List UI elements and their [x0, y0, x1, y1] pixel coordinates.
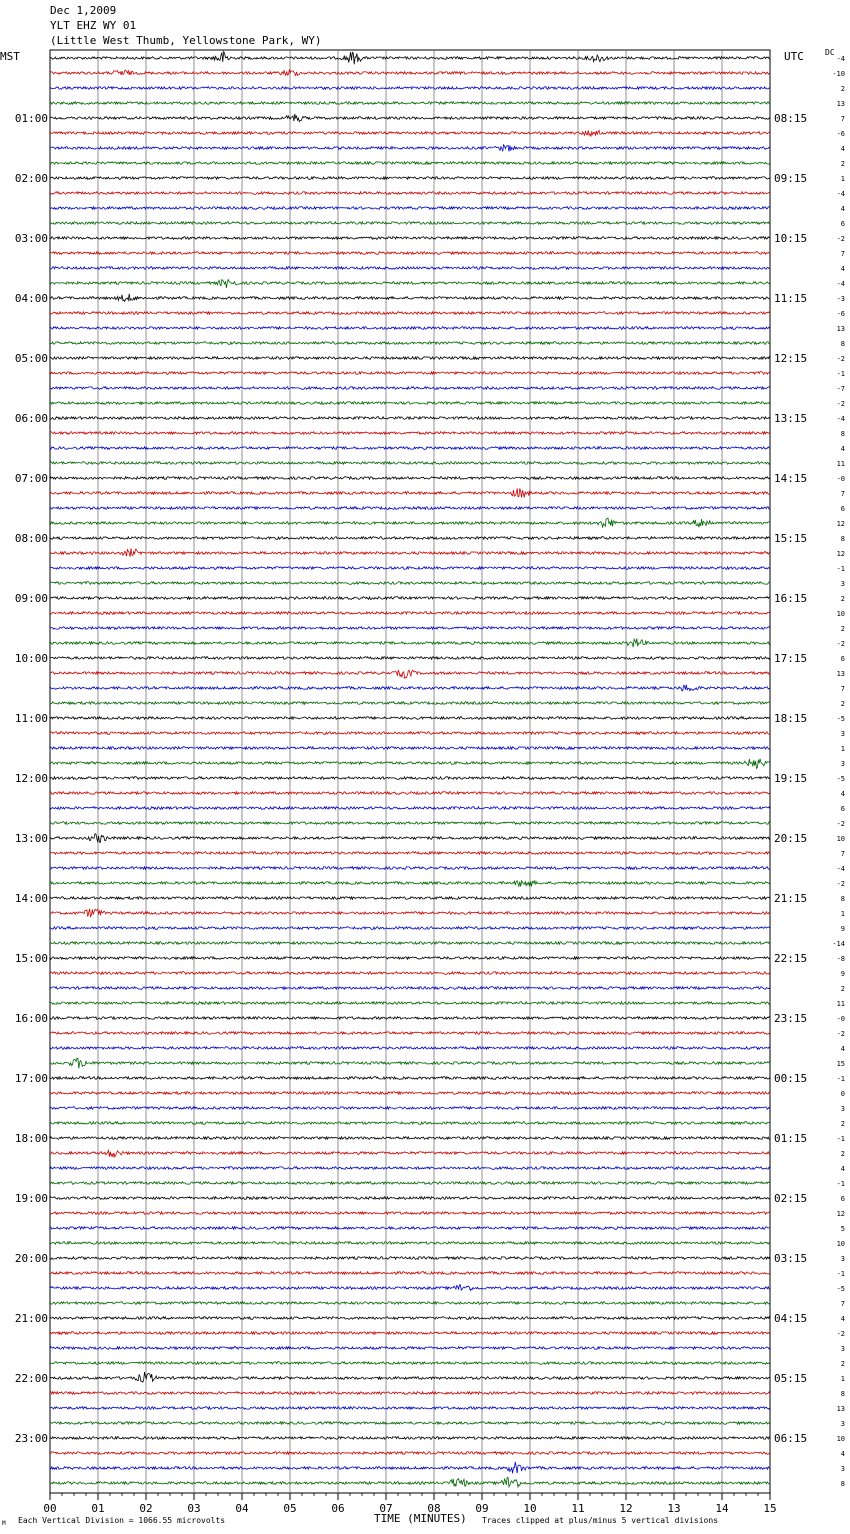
dc-offset-label: 12	[836, 1210, 845, 1218]
dc-offset-label: 10	[836, 835, 845, 843]
dc-column-title: DC	[825, 48, 835, 57]
trace-row	[50, 1272, 770, 1275]
dc-offset-label: 11	[836, 1000, 845, 1008]
x-tick-label: 10	[523, 1502, 537, 1515]
dc-offset-label: 3	[840, 1465, 845, 1473]
mst-hour-label: 10:00	[14, 652, 48, 665]
trace-row	[50, 402, 770, 405]
trace-row	[50, 702, 770, 705]
trace-row	[50, 1372, 770, 1382]
dc-offset-label: -1	[836, 565, 845, 573]
trace-row	[50, 777, 770, 780]
dc-offset-label: 4	[840, 1165, 845, 1173]
trace-row	[50, 507, 770, 510]
utc-hour-label: 03:15	[774, 1252, 808, 1265]
dc-offset-label: -5	[836, 775, 845, 783]
trace-row	[50, 162, 770, 165]
dc-offset-label: 3	[840, 1255, 845, 1263]
dc-offset-label: -14	[832, 940, 845, 948]
trace-row	[50, 792, 770, 795]
trace-row	[50, 1317, 770, 1320]
dc-offset-label: 8	[840, 895, 845, 903]
dc-offset-label: -2	[836, 355, 845, 363]
mst-hour-label: 21:00	[14, 1312, 48, 1325]
trace-row	[50, 387, 770, 390]
mst-hour-label: 13:00	[14, 832, 48, 845]
dc-offset-label: 8	[840, 1390, 845, 1398]
dc-offset-label: -4	[836, 55, 845, 63]
x-tick-label: 05	[283, 1502, 297, 1515]
dc-offset-label: -4	[836, 415, 845, 423]
utc-hour-label: 01:15	[774, 1132, 808, 1145]
x-tick-label: 02	[139, 1502, 153, 1515]
trace-row	[50, 1092, 770, 1095]
dc-offset-label: 2	[840, 1360, 845, 1368]
trace-row	[50, 312, 770, 315]
dc-offset-label: -5	[836, 1285, 845, 1293]
dc-offset-label: 7	[840, 490, 845, 498]
x-tick-label: 04	[235, 1502, 249, 1515]
dc-offset-label: -4	[836, 865, 845, 873]
trace-row	[50, 807, 770, 810]
dc-offset-label: -2	[836, 400, 845, 408]
utc-hour-label: 02:15	[774, 1192, 808, 1205]
trace-row	[50, 447, 770, 450]
mst-hour-label: 20:00	[14, 1252, 48, 1265]
trace-row	[50, 1150, 770, 1157]
trace-row	[50, 488, 770, 497]
dc-offset-label: 1	[840, 910, 845, 918]
trace-row	[50, 1302, 770, 1305]
trace-row	[50, 1212, 770, 1215]
dc-offset-label: 3	[840, 1105, 845, 1113]
trace-row	[50, 1227, 770, 1230]
x-tick-label: 09	[475, 1502, 489, 1515]
dc-offset-label: 6	[840, 805, 845, 813]
x-tick-label: 15	[763, 1502, 777, 1515]
trace-row	[50, 280, 770, 289]
dc-offset-label: -2	[836, 640, 845, 648]
trace-row	[50, 717, 770, 720]
trace-row	[50, 114, 770, 122]
trace-row	[50, 70, 770, 76]
dc-offset-label: 8	[840, 535, 845, 543]
trace-row	[50, 207, 770, 210]
trace-row	[50, 822, 770, 825]
dc-offset-label: 10	[836, 1240, 845, 1248]
label-group	[15, 55, 845, 1515]
dc-offset-label: 4	[840, 790, 845, 798]
trace-row	[50, 52, 770, 65]
dc-offset-label: -6	[836, 310, 845, 318]
mst-hour-label: 11:00	[14, 712, 48, 725]
dc-offset-label: 9	[840, 970, 845, 978]
trace-row	[50, 537, 770, 540]
utc-hour-label: 18:15	[774, 712, 808, 725]
trace-row	[50, 957, 770, 960]
dc-offset-label: -3	[836, 295, 845, 303]
trace-row	[50, 1407, 770, 1410]
dc-offset-label: 7	[840, 850, 845, 858]
trace-row	[50, 582, 770, 585]
dc-offset-label: -2	[836, 1330, 845, 1338]
dc-offset-label: 8	[840, 430, 845, 438]
trace-row	[50, 1332, 770, 1335]
trace-row	[50, 1167, 770, 1170]
mst-hour-label: 19:00	[14, 1192, 48, 1205]
dc-offset-label: -2	[836, 880, 845, 888]
dc-offset-label: 5	[840, 1225, 845, 1233]
dc-offset-label: -2	[836, 1030, 845, 1038]
dc-offset-label: 3	[840, 580, 845, 588]
trace-row	[50, 1032, 770, 1035]
dc-offset-label: 3	[840, 1420, 845, 1428]
trace-row	[50, 130, 770, 136]
dc-offset-label: 9	[840, 925, 845, 933]
mst-hour-label: 12:00	[14, 772, 48, 785]
dc-offset-label: 7	[840, 250, 845, 258]
trace-row	[50, 1047, 770, 1050]
trace-row	[50, 372, 770, 375]
dc-offset-label: 2	[840, 985, 845, 993]
utc-hour-label: 05:15	[774, 1372, 808, 1385]
mst-hour-label: 22:00	[14, 1372, 48, 1385]
dc-offset-label: -4	[836, 190, 845, 198]
dc-offset-label: 1	[840, 1375, 845, 1383]
chart-date: Dec 1,2009	[50, 4, 117, 17]
utc-hour-label: 11:15	[774, 292, 808, 305]
dc-offset-label: 10	[836, 610, 845, 618]
trace-row	[50, 747, 770, 750]
dc-offset-label: 13	[836, 1405, 845, 1413]
trace-row	[50, 1437, 770, 1440]
dc-offset-label: 8	[840, 340, 845, 348]
dc-offset-label: 2	[840, 1150, 845, 1158]
dc-offset-label: -10	[832, 70, 845, 78]
dc-offset-label: 3	[840, 1345, 845, 1353]
trace-row	[50, 942, 770, 945]
trace-row	[50, 145, 770, 152]
trace-row	[50, 657, 770, 660]
trace-row	[50, 192, 770, 195]
dc-offset-label: 6	[840, 220, 845, 228]
trace-row	[50, 267, 770, 270]
trace-row	[50, 759, 770, 769]
dc-offset-label: 2	[840, 700, 845, 708]
trace-row	[50, 87, 770, 90]
dc-offset-label: 4	[840, 445, 845, 453]
mst-hour-label: 04:00	[14, 292, 48, 305]
x-tick-label: 14	[715, 1502, 729, 1515]
station-code: YLT EHZ WY 01	[50, 19, 137, 32]
trace-row	[50, 462, 770, 465]
dc-offset-label: 7	[840, 1300, 845, 1308]
utc-hour-label: 20:15	[774, 832, 808, 845]
utc-hour-label: 22:15	[774, 952, 808, 965]
x-tick-label: 13	[667, 1502, 681, 1515]
dc-offset-label: 0	[840, 1090, 845, 1098]
trace-row	[50, 1182, 770, 1185]
dc-offset-label: 8	[840, 1480, 845, 1488]
utc-hour-label: 17:15	[774, 652, 808, 665]
utc-hour-label: 16:15	[774, 592, 808, 605]
station-location: (Little West Thumb, Yellowstone Park, WY)	[50, 34, 322, 47]
utc-hour-label: 15:15	[774, 532, 808, 545]
dc-offset-label: 13	[836, 670, 845, 678]
mst-hour-label: 16:00	[14, 1012, 48, 1025]
trace-row	[50, 548, 770, 556]
dc-offset-label: -1	[836, 1180, 845, 1188]
corner-mark: M	[2, 1520, 6, 1527]
trace-row	[50, 1362, 770, 1365]
mst-hour-label: 18:00	[14, 1132, 48, 1145]
mst-hour-label: 03:00	[14, 232, 48, 245]
utc-hour-label: 06:15	[774, 1432, 808, 1445]
trace-row	[50, 222, 770, 225]
trace-row	[50, 1058, 770, 1068]
trace-row	[50, 417, 770, 420]
trace-row	[50, 987, 770, 990]
dc-offset-label: 2	[840, 160, 845, 168]
mst-hour-label: 23:00	[14, 1432, 48, 1445]
trace-row	[50, 1137, 770, 1140]
dc-offset-label: 4	[840, 145, 845, 153]
dc-offset-label: 4	[840, 265, 845, 273]
trace-row	[50, 177, 770, 180]
trace-row	[50, 237, 770, 240]
trace-row	[50, 1122, 770, 1125]
dc-offset-label: -6	[836, 130, 845, 138]
trace-row	[50, 597, 770, 600]
mst-hour-label: 06:00	[14, 412, 48, 425]
mst-hour-label: 15:00	[14, 952, 48, 965]
dc-offset-label: 4	[840, 1450, 845, 1458]
trace-row	[50, 670, 770, 678]
dc-offset-label: -7	[836, 385, 845, 393]
trace-row	[50, 1002, 770, 1005]
utc-hour-label: 13:15	[774, 412, 808, 425]
utc-hour-label: 08:15	[774, 112, 808, 125]
dc-offset-label: -1	[836, 1135, 845, 1143]
trace-row	[50, 477, 770, 480]
trace-row	[50, 1197, 770, 1200]
dc-offset-label: -0	[836, 475, 845, 483]
utc-hour-label: 19:15	[774, 772, 808, 785]
trace-row	[50, 627, 770, 630]
trace-row	[50, 972, 770, 975]
dc-offset-label: 6	[840, 655, 845, 663]
dc-offset-label: -4	[836, 280, 845, 288]
trace-row	[50, 1107, 770, 1110]
dc-offset-label: 12	[836, 550, 845, 558]
dc-offset-label: 13	[836, 325, 845, 333]
trace-row	[50, 327, 770, 330]
trace-row	[50, 1478, 770, 1488]
dc-offset-label: 7	[840, 115, 845, 123]
scale-note: Each Vertical Division = 1066.55 microvolts	[18, 1516, 226, 1525]
trace-row	[50, 357, 770, 360]
dc-offset-label: 10	[836, 1435, 845, 1443]
utc-hour-label: 04:15	[774, 1312, 808, 1325]
trace-row	[50, 881, 770, 887]
utc-hour-label: 23:15	[774, 1012, 808, 1025]
dc-offset-label: -2	[836, 820, 845, 828]
trace-row	[50, 685, 770, 691]
dc-offset-label: 7	[840, 685, 845, 693]
trace-row	[50, 638, 770, 647]
x-tick-label: 06	[331, 1502, 345, 1515]
mst-axis-title: MST	[0, 50, 20, 63]
dc-offset-label: -1	[836, 370, 845, 378]
dc-offset-label: 1	[840, 175, 845, 183]
x-axis-title: TIME (MINUTES)	[374, 1512, 467, 1525]
trace-row	[50, 1392, 770, 1395]
mst-hour-label: 09:00	[14, 592, 48, 605]
mst-hour-label: 14:00	[14, 892, 48, 905]
trace-row	[50, 294, 770, 302]
mst-hour-label: 07:00	[14, 472, 48, 485]
dc-offset-label: 4	[840, 1315, 845, 1323]
x-tick-label: 08	[427, 1502, 441, 1515]
trace-row	[50, 732, 770, 735]
x-tick-label: 03	[187, 1502, 201, 1515]
x-tick-label: 11	[571, 1502, 585, 1515]
trace-row	[50, 612, 770, 615]
x-tick-label: 00	[43, 1502, 57, 1515]
trace-row	[50, 432, 770, 435]
trace-row	[50, 1257, 770, 1260]
trace-row	[50, 834, 770, 843]
dc-offset-label: -8	[836, 955, 845, 963]
utc-hour-label: 10:15	[774, 232, 808, 245]
trace-row	[50, 1452, 770, 1455]
mst-hour-label: 05:00	[14, 352, 48, 365]
trace-row	[50, 1285, 770, 1291]
trace-row	[50, 909, 770, 917]
utc-hour-label: 12:15	[774, 352, 808, 365]
dc-offset-label: -2	[836, 235, 845, 243]
dc-offset-label: 4	[840, 205, 845, 213]
dc-offset-label: 2	[840, 1120, 845, 1128]
dc-offset-label: 4	[840, 1045, 845, 1053]
trace-group	[50, 52, 770, 1487]
plot-frame	[50, 50, 770, 1493]
trace-row	[50, 252, 770, 255]
x-tick-label: 12	[619, 1502, 633, 1515]
trace-row	[50, 852, 770, 855]
mst-hour-label: 08:00	[14, 532, 48, 545]
trace-row	[50, 867, 770, 870]
mst-hour-label: 17:00	[14, 1072, 48, 1085]
trace-row	[50, 1422, 770, 1425]
dc-offset-label: 15	[836, 1060, 845, 1068]
trace-row	[50, 1077, 770, 1080]
trace-row	[50, 1017, 770, 1020]
trace-row	[50, 1462, 770, 1473]
dc-offset-label: -1	[836, 1075, 845, 1083]
dc-offset-label: 3	[840, 760, 845, 768]
dc-offset-label: 11	[836, 460, 845, 468]
dc-offset-label: -0	[836, 1015, 845, 1023]
utc-axis-title: UTC	[784, 50, 804, 63]
dc-offset-label: 2	[840, 85, 845, 93]
trace-row	[50, 567, 770, 570]
dc-offset-label: 1	[840, 745, 845, 753]
dc-offset-label: 13	[836, 100, 845, 108]
trace-row	[50, 342, 770, 345]
utc-hour-label: 21:15	[774, 892, 808, 905]
trace-row	[50, 927, 770, 930]
dc-offset-label: 6	[840, 505, 845, 513]
dc-offset-label: 2	[840, 595, 845, 603]
x-tick-label: 07	[379, 1502, 393, 1515]
dc-offset-label: 6	[840, 1195, 845, 1203]
utc-hour-label: 14:15	[774, 472, 808, 485]
trace-row	[50, 102, 770, 105]
utc-hour-label: 09:15	[774, 172, 808, 185]
clip-note: Traces clipped at plus/minus 5 vertical divisions	[482, 1516, 719, 1525]
dc-offset-label: 3	[840, 730, 845, 738]
trace-row	[50, 897, 770, 900]
dc-offset-label: -5	[836, 715, 845, 723]
dc-offset-label: -1	[836, 1270, 845, 1278]
trace-row	[50, 518, 770, 528]
mst-hour-label: 01:00	[14, 112, 48, 125]
dc-offset-label: 12	[836, 520, 845, 528]
utc-hour-label: 00:15	[774, 1072, 808, 1085]
trace-row	[50, 1347, 770, 1350]
trace-row	[50, 1242, 770, 1245]
dc-offset-label: 2	[840, 625, 845, 633]
mst-hour-label: 02:00	[14, 172, 48, 185]
x-tick-label: 01	[91, 1502, 105, 1515]
